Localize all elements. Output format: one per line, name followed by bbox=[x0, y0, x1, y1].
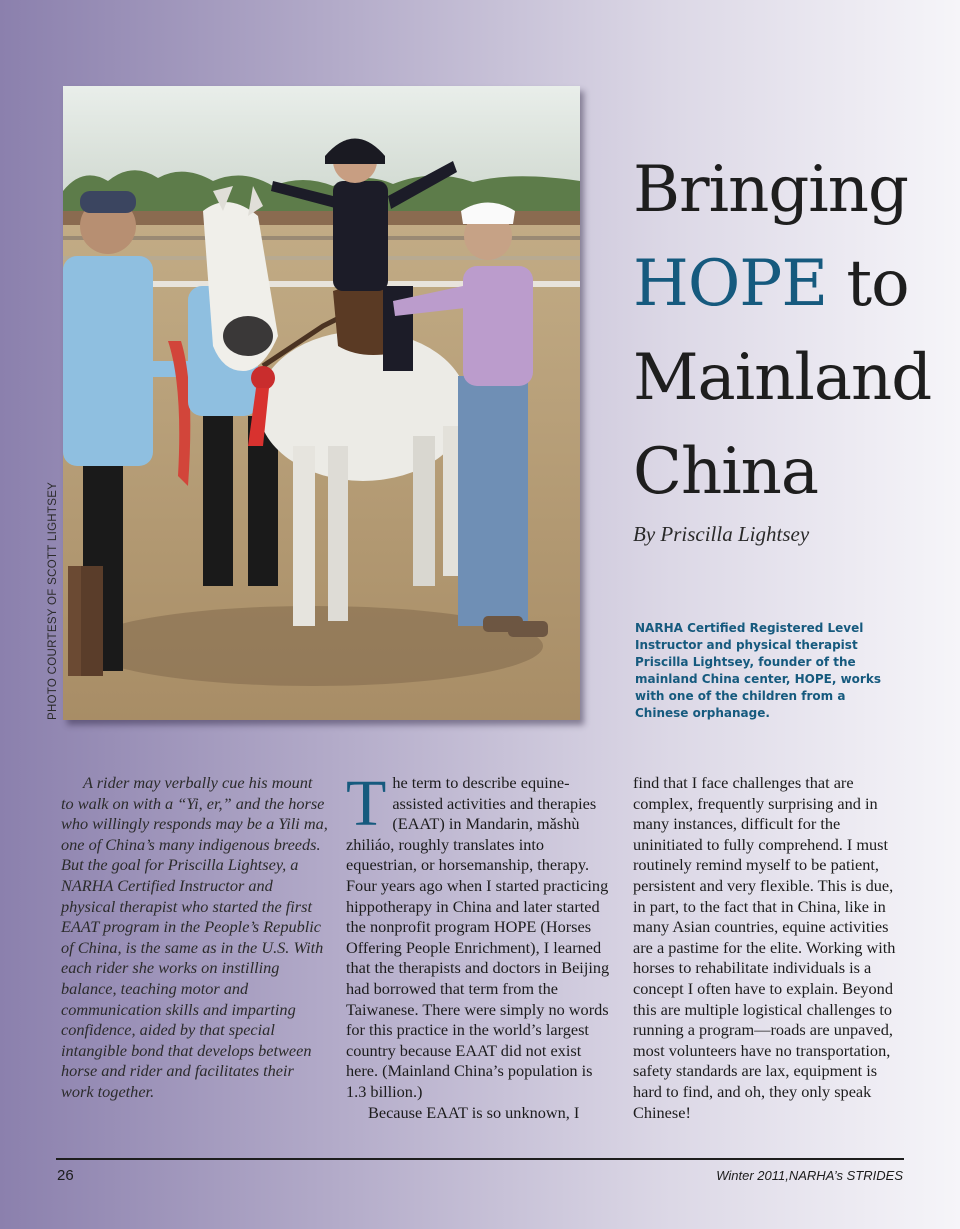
title-line-4: China bbox=[633, 435, 819, 509]
title-line-3: Mainland bbox=[633, 341, 932, 415]
photo-credit: PHOTO COURTESY OF SCOTT LIGHTSEY bbox=[47, 481, 59, 720]
body-column-1 bbox=[346, 767, 614, 1123]
title-line-2 bbox=[633, 237, 953, 331]
intro-column bbox=[61, 773, 329, 1103]
drop-cap: T bbox=[346, 767, 387, 840]
byline: By Priscilla Lightsey bbox=[633, 522, 810, 546]
intro-paragraph: A rider may verbally cue his mount to walk on with a “Yi, er,” and the horse who willingly responds may be a Yili ma, one of China’s many indigenous breeds. But the goal for Priscilla Lightsey, a NARHA Certified Instructor and physical therapist who started the first EAAT program in the People’s Republic of China, is the same as in the U.S. With each rider she works on instilling balance, teaching motor and communication skills and imparting confidence, aided by that special intangible bond that develops between horse and rider and facilitates their work together. bbox=[61, 773, 328, 1101]
photo-caption: NARHA Certified Registered Level Instructor and physical therapist Priscilla Lightsey, founder of the mainland China center, HOPE, works with one of the children from a Chinese orphanage. bbox=[635, 621, 881, 720]
photo-illustration bbox=[63, 86, 580, 720]
title-line-1: Bringing bbox=[633, 153, 908, 227]
body-paragraph-1-text: he term to describe equine-assisted activities and therapies (EAAT) in Mandarin, mǎshù zhiliáo, roughly translates into equestrian, or horsemanship, therapy. Four years ago when I started practicing hippotherapy in China and later started the nonprofit program HOPE (Horses Offering People Enrichment), I learned that the therapists and doctors in Beijing had borrowed that term from the Taiwanese. There were simply no words for this practice in the world’s largest country because EAAT did not exist here. (Mainland China’s population is 1.3 billion.) bbox=[346, 773, 610, 1101]
title-hope: HOPE bbox=[633, 247, 828, 321]
body-paragraph-1 bbox=[346, 767, 614, 1103]
body-paragraph-2: Because EAAT is so unknown, I bbox=[368, 1102, 580, 1122]
publication-footer: Winter 2011,NARHA’s STRIDES bbox=[716, 1168, 903, 1183]
article-title bbox=[633, 143, 953, 519]
footer-rule bbox=[56, 1158, 904, 1160]
title-to: to bbox=[846, 247, 909, 321]
page-number: 26 bbox=[57, 1167, 74, 1184]
body-paragraph-3: find that I face challenges that are complex, frequently surprising and in many instances, difficult for the uninitiated to fully comprehend. I must routinely remind myself to be patient, persistent and very flexible. This is due, in part, to the fact that in China, like in many Asian countries, equine activities are a pastime for the elite. Working with horses to rehabilitate individuals is a concept I often have to explain. Beyond this are multiple logistical challenges to running a program—roads are unpaved, most volunteers have no transportation, safety standards are lax, equipment is hard to find, and oh, they only speak Chinese! bbox=[633, 773, 896, 1122]
article-photo bbox=[63, 86, 580, 720]
body-column-2 bbox=[633, 773, 901, 1123]
